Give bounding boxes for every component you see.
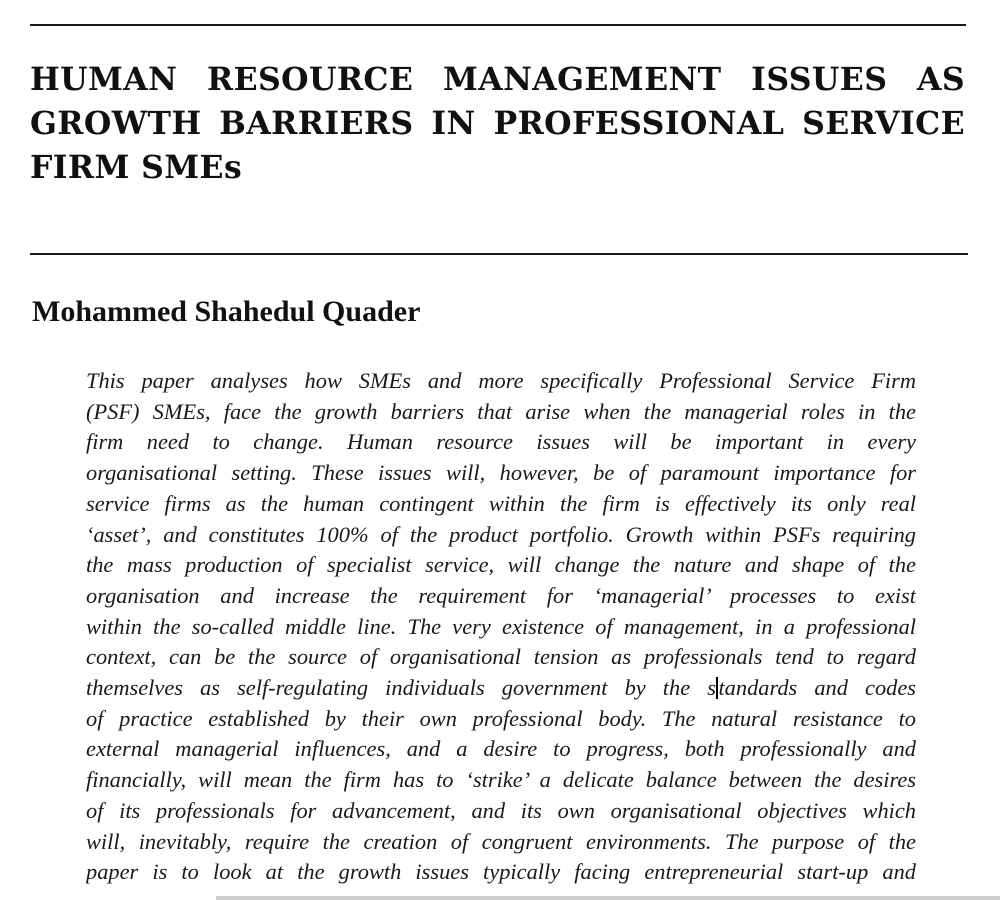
abstract-line: will, inevitably, require the creation of congruent environments. The purpose of the [86,828,916,854]
abstract-line: of practice established by their own professional body. The natural resistance to [86,705,916,731]
caret-line-after: tandards and codes [718,675,916,701]
title-line: HUMAN RESOURCE MANAGEMENT ISSUES AS [30,61,965,98]
title-line: FIRM SMEs [30,149,243,186]
abstract-line: This paper analyses how SMEs and more specifically Professional Service Firm [86,368,916,393]
title-line: GROWTH BARRIERS IN PROFESSIONAL SERVICE [30,105,965,142]
abstract-line: within the so-called middle line. The very existence of management, in a professional [86,613,916,639]
abstract-line: organisational setting. These issues will, however, be of paramount importance for [86,460,916,486]
abstract-line-with-caret [86,673,916,704]
abstract-line: firm need to change. Human resource issues will be important in every [86,429,916,455]
top-rule [30,24,966,26]
abstract-line: the mass production of specialist service, will change the nature and shape of the [86,552,916,578]
caret-line-before: themselves as self-regulating individuals government by the s [86,675,716,701]
abstract-line: organisation and increase the requirement for ‘managerial’ processes to exist [86,582,916,608]
abstract-line: context, can be the source of organisational tension as professionals tend to regard [86,644,916,670]
abstract-line: service firms as the human contingent within the firm is effectively its only real [86,490,916,516]
abstract[interactable] [86,366,916,888]
abstract-line: of its professionals for advancement, and its own organisational objectives which [86,797,916,823]
abstract-line: paper is to look at the growth issues typically facing entrepreneurial start-up and [86,859,916,885]
abstract-line: (PSF) SMEs, face the growth barriers that arise when the managerial roles in the [86,398,916,424]
paper-title [30,58,965,190]
abstract-line: external managerial influences, and a desire to progress, both professionally and [86,736,916,762]
abstract-line: ‘asset’, and constitutes 100% of the product portfolio. Growth within PSFs requiring [86,521,916,547]
author-name: Mohammed Shahedul Quader [32,295,421,328]
title-rule [30,253,968,255]
abstract-line: financially, will mean the firm has to ‘strike’ a delicate balance between the desires [86,767,916,793]
bottom-scrollbar[interactable] [216,896,1000,900]
